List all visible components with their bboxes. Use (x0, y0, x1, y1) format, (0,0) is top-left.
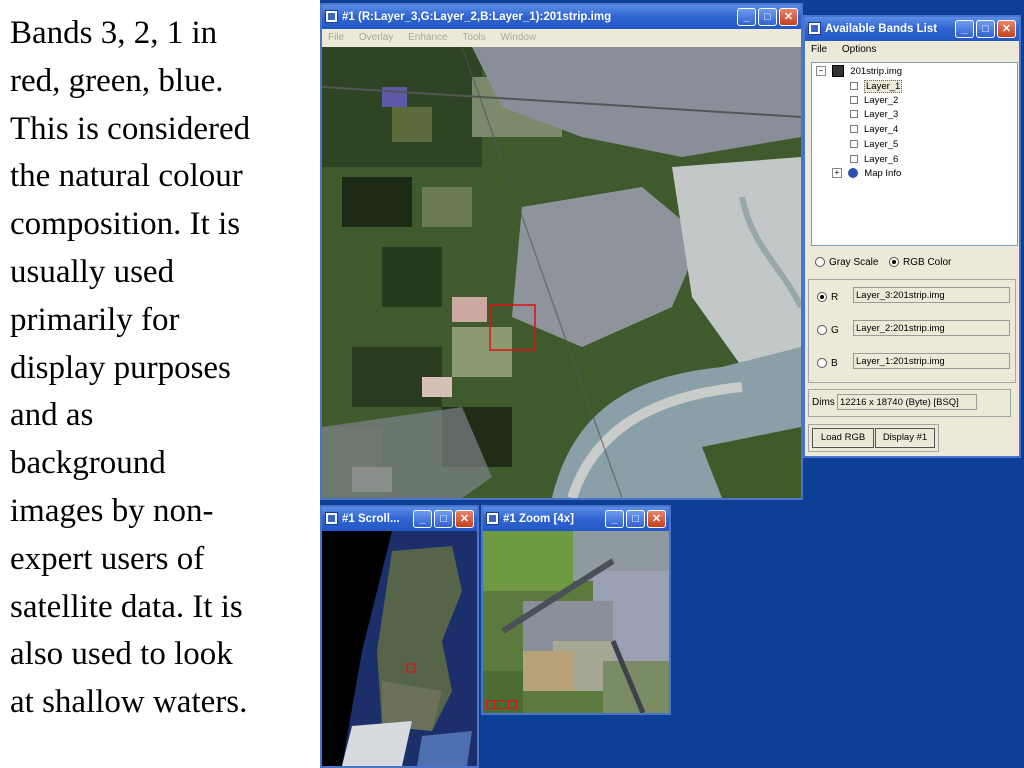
tree-layer-item[interactable] (850, 138, 898, 152)
layer-icon (850, 110, 858, 118)
menu-options[interactable]: Options (841, 44, 877, 55)
globe-icon (848, 168, 858, 178)
zoom-window[interactable] (481, 505, 671, 715)
gray-scale-label: Gray Scale (829, 257, 879, 268)
close-button[interactable]: ✕ (647, 510, 666, 528)
maximize-button[interactable]: □ (976, 20, 995, 38)
dims-field: 12216 x 18740 (Byte) [BSQ] (837, 394, 977, 410)
layer-icon (850, 82, 858, 90)
layer-label: Layer_6 (864, 154, 899, 165)
tree-file-node[interactable] (816, 65, 902, 79)
tree-map-info[interactable] (832, 167, 901, 181)
r-band-selector[interactable] (817, 292, 838, 303)
caption-line: at shallow waters. (10, 684, 248, 721)
caption-line: satellite data. It is (10, 588, 243, 625)
menu-window[interactable]: Window (500, 32, 537, 43)
layer-label: Layer_5 (864, 139, 899, 150)
gray-scale-option[interactable] (815, 257, 878, 268)
tree-layer-item[interactable] (850, 80, 902, 94)
display-button[interactable]: Display #1 (875, 428, 935, 448)
button-group (808, 424, 939, 452)
image-window-menu (322, 29, 801, 46)
menu-overlay[interactable]: Overlay (358, 32, 394, 43)
window-icon (325, 10, 338, 23)
zoom-window-titlebar[interactable] (483, 507, 669, 531)
layer-icon (850, 125, 858, 133)
window-icon (325, 512, 338, 525)
g-label: G (831, 325, 839, 336)
caption-text (10, 10, 310, 727)
caption-line: images by non- (10, 492, 214, 529)
layer-icon (850, 155, 858, 163)
scroll-window-title: #1 Scroll... (342, 513, 400, 525)
dims-label: Dims (812, 397, 835, 408)
satellite-image-graphic (322, 47, 801, 498)
menu-file[interactable]: File (328, 32, 345, 43)
scroll-window-titlebar[interactable] (322, 507, 477, 531)
layer-label: Layer_1 (866, 81, 901, 92)
caption-line: display purposes (10, 349, 231, 386)
layer-icon (850, 96, 858, 104)
maximize-button[interactable]: □ (626, 510, 645, 528)
rgb-band-group (808, 279, 1016, 383)
r-radio[interactable] (817, 292, 827, 302)
layer-label: Layer_3 (864, 109, 899, 120)
image-window-title: #1 (R:Layer_3,G:Layer_2,B:Layer_1):201strip.img (342, 11, 612, 23)
menu-tools[interactable]: Tools (462, 32, 486, 43)
close-button[interactable]: ✕ (455, 510, 474, 528)
caption-line: red, green, blue. (10, 62, 224, 99)
b-label: B (831, 358, 838, 369)
image-window[interactable] (320, 3, 803, 500)
load-rgb-button[interactable]: Load RGB (812, 428, 874, 448)
g-radio[interactable] (817, 325, 827, 335)
minimize-button[interactable]: _ (955, 20, 974, 38)
scroll-overview-image[interactable] (322, 531, 477, 766)
tree-layer-item[interactable] (850, 94, 898, 108)
bands-window-title: Available Bands List (825, 23, 938, 35)
zoom-crosshair-icon[interactable] (508, 700, 517, 709)
caption-line: composition. It is (10, 206, 241, 243)
map-info-label: Map Info (864, 168, 902, 179)
caption-line: usually used (10, 253, 175, 290)
window-icon (486, 512, 499, 525)
r-label: R (831, 292, 839, 303)
zoom-in-icon[interactable] (497, 700, 506, 709)
bands-window[interactable] (803, 15, 1021, 458)
rgb-color-radio[interactable] (889, 257, 899, 267)
collapse-icon[interactable]: − (816, 66, 826, 76)
zoom-out-icon[interactable] (486, 700, 495, 709)
minimize-button[interactable]: _ (605, 510, 624, 528)
scroll-window[interactable] (320, 505, 479, 768)
tree-layer-item[interactable] (850, 108, 898, 122)
caption-line: also used to look (10, 636, 233, 673)
expand-icon[interactable]: + (832, 168, 842, 178)
menu-file[interactable]: File (811, 44, 828, 55)
file-name: 201strip.img (850, 66, 903, 77)
maximize-button[interactable]: □ (758, 8, 777, 26)
minimize-button[interactable]: _ (737, 8, 756, 26)
zoom-window-title: #1 Zoom [4x] (503, 513, 574, 525)
caption-line: background (10, 445, 166, 482)
tree-layer-item[interactable] (850, 153, 898, 167)
file-stack-icon (832, 65, 844, 77)
caption-line: and as (10, 397, 94, 434)
menu-enhance[interactable]: Enhance (408, 32, 448, 43)
minimize-button[interactable]: _ (413, 510, 432, 528)
scroll-overview-graphic (322, 531, 477, 766)
zoom-image[interactable] (483, 531, 669, 713)
gray-scale-radio[interactable] (815, 257, 825, 267)
caption-line: the natural colour (10, 158, 243, 195)
close-button[interactable]: ✕ (997, 20, 1016, 38)
image-window-titlebar[interactable] (322, 5, 801, 29)
window-icon (808, 22, 821, 35)
b-radio[interactable] (817, 358, 827, 368)
layer-label: Layer_4 (864, 124, 899, 135)
zoom-controls (486, 700, 526, 710)
caption-line: primarily for (10, 301, 180, 338)
bands-window-menu (805, 41, 1019, 58)
g-band-field[interactable]: Layer_2:201strip.img (853, 320, 1010, 336)
band-tree[interactable] (811, 62, 1018, 246)
caption-line: expert users of (10, 540, 205, 577)
bands-window-titlebar[interactable] (805, 17, 1019, 41)
tree-layer-item[interactable] (850, 123, 898, 137)
b-band-selector[interactable] (817, 358, 838, 369)
zoom-image-graphic (483, 531, 669, 713)
g-band-selector[interactable] (817, 325, 839, 336)
caption-line: This is considered (10, 110, 251, 147)
rgb-color-option[interactable] (889, 257, 951, 268)
satellite-image[interactable] (322, 47, 801, 498)
r-band-field[interactable]: Layer_3:201strip.img (853, 287, 1010, 303)
rgb-color-label: RGB Color (903, 257, 952, 268)
caption-line: Bands 3, 2, 1 in (10, 15, 218, 51)
dims-group (808, 389, 1011, 417)
layer-icon (850, 140, 858, 148)
maximize-button[interactable]: □ (434, 510, 453, 528)
layer-label: Layer_2 (864, 95, 899, 106)
b-band-field[interactable]: Layer_1:201strip.img (853, 353, 1010, 369)
close-button[interactable]: ✕ (779, 8, 798, 26)
